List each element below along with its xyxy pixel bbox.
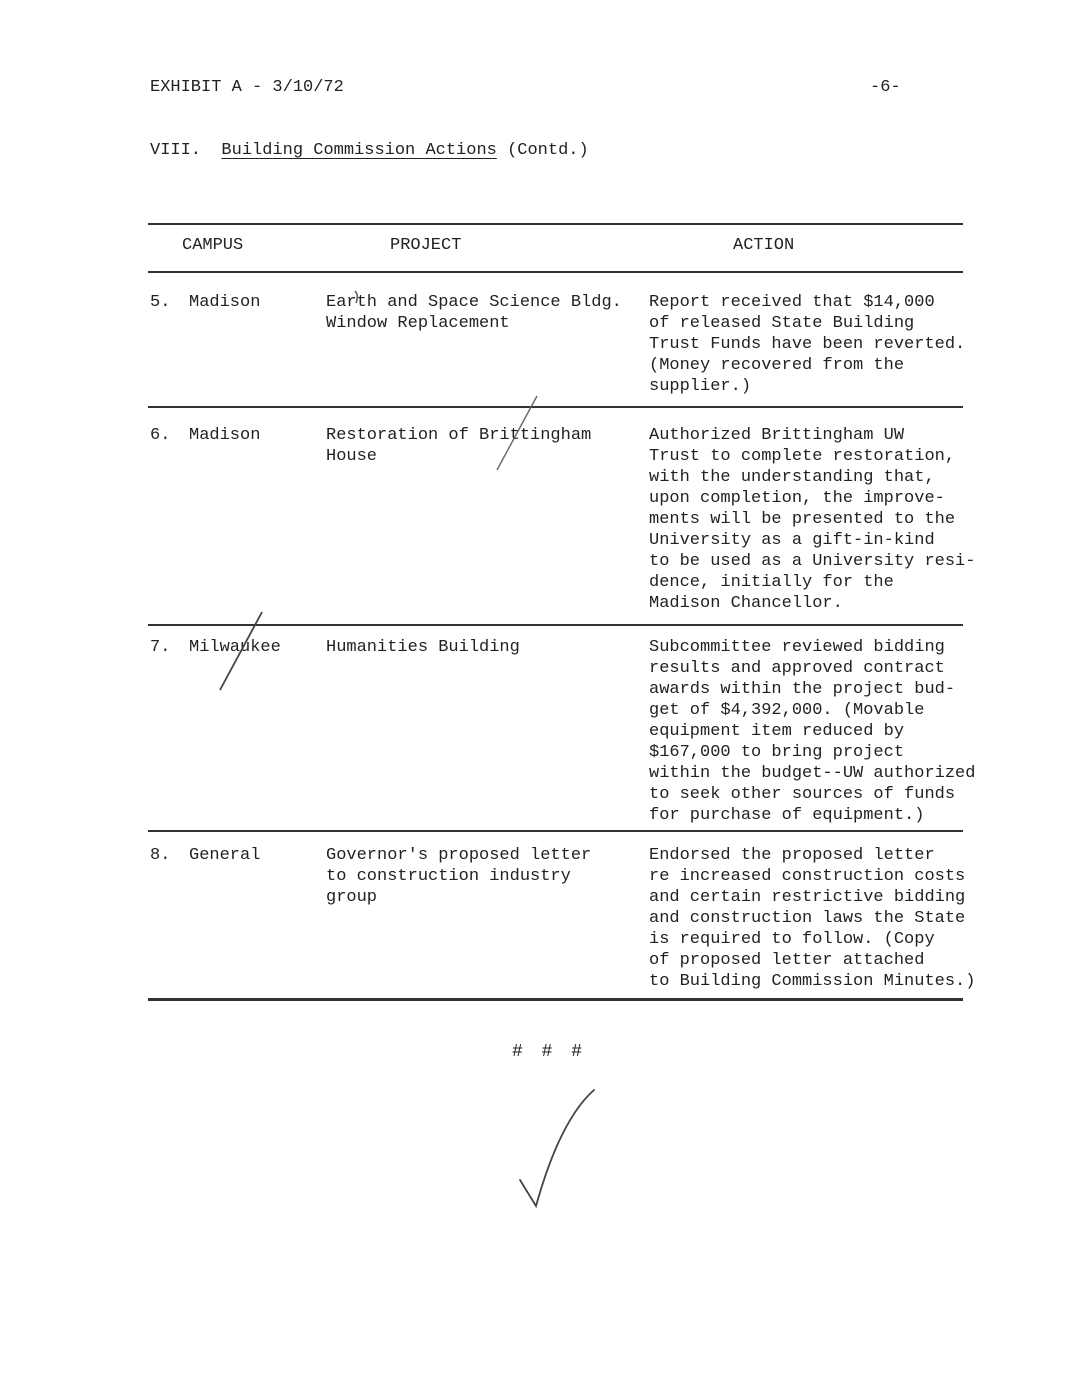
- section-heading: [150, 141, 589, 160]
- row-campus: Madison: [189, 426, 261, 445]
- row-campus: General: [189, 846, 261, 865]
- row-number: 6.: [150, 426, 171, 445]
- column-header-action: ACTION: [733, 236, 795, 255]
- row-action: Subcommittee reviewed bidding results and approved contract awards within the project bud- get of $4,392,000. (Movable equipment item reduced by $167,000 to bring project within the budget--UW authorized to seek other sources of funds for purchase of equipment.): [649, 638, 976, 825]
- row-action: Report received that $14,000 of released State Building Trust Funds have been reverted. (Money recovered from the supplier.): [649, 293, 966, 396]
- exhibit-header: EXHIBIT A - 3/10/72: [150, 78, 344, 97]
- section-title: Building Commission Actions: [221, 141, 497, 160]
- checkmark-icon: [520, 1090, 594, 1206]
- column-header-project: PROJECT: [390, 236, 462, 255]
- section-suffix: (Contd.): [507, 141, 589, 160]
- table-bottom-rule: [148, 998, 963, 1001]
- row-divider: [148, 406, 963, 408]
- row-action: Endorsed the proposed letter re increased construction costs and certain restrictive bidding and construction laws the State is required to follow. (Copy of proposed letter attached to Building Commission Minutes.): [649, 846, 976, 991]
- section-roman: VIII.: [150, 141, 202, 160]
- column-header-campus: CAMPUS: [182, 236, 244, 255]
- row-project: Governor's proposed letter to construction industry group: [326, 846, 592, 907]
- row-divider: [148, 624, 963, 626]
- row-project: Humanities Building: [326, 638, 520, 657]
- row-number: 7.: [150, 638, 171, 657]
- table-top-rule: [148, 223, 963, 225]
- row-campus: Madison: [189, 293, 261, 312]
- row-number: 8.: [150, 846, 171, 865]
- row-campus: Milwaukee: [189, 638, 281, 657]
- row-action: Authorized Brittingham UW Trust to complete restoration, with the understanding that, upon completion, the improve- ments will be presented to the University as a gift-in-kind to be used as a University resi- dence, initially for the Madison Chancellor.: [649, 426, 976, 613]
- row-project: Restoration of Brittingham House: [326, 426, 592, 466]
- row-number: 5.: [150, 293, 171, 312]
- table-header-rule: [148, 271, 963, 273]
- page-number: -6-: [870, 78, 901, 97]
- row-project: Earth and Space Science Bldg. Window Replacement: [326, 293, 622, 333]
- row-divider: [148, 830, 963, 832]
- end-mark: # # #: [512, 1042, 587, 1062]
